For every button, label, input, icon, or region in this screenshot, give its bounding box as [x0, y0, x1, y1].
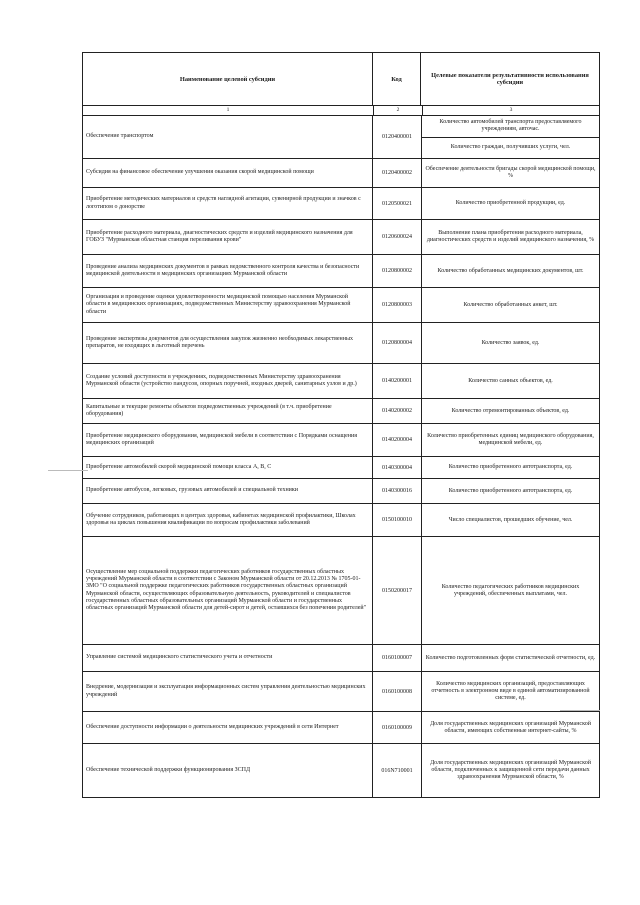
indicators-cell	[422, 645, 599, 671]
table-row	[83, 255, 599, 288]
indicators-cell	[422, 479, 599, 503]
table-row	[83, 364, 599, 399]
subsidy-name: Обеспечение транспортом	[83, 116, 373, 158]
table-row	[83, 288, 599, 323]
indicators-cell	[422, 744, 599, 797]
subsidy-name: Приобретение автобусов, легковых, грузовых автомобилей и специальной техники	[83, 479, 373, 503]
indicators-cell	[422, 220, 599, 254]
header-code: Код	[373, 53, 421, 105]
indicators-cell	[422, 712, 599, 743]
indicator-text: Количество санных объектов, ед.	[468, 377, 553, 384]
indicator-text: Количество отремонтированных объектов, ед.	[451, 407, 570, 414]
subsidy-name: Управление системой медицинского статистического учета и отчетности	[83, 645, 373, 671]
table-row	[83, 188, 599, 220]
table-row	[83, 399, 599, 424]
subsidy-table	[82, 52, 600, 798]
table-row	[83, 220, 599, 255]
table-row	[83, 479, 599, 504]
indicator-text: Доля государственных медицинских организаций Мурманской области, имеющих собственные интернет-сайты, %	[430, 720, 591, 734]
subsidy-code: 0140300016	[373, 479, 422, 503]
indicators-cell	[422, 537, 599, 644]
indicator-text: Количество приобретенного автотранспорта, ед.	[448, 487, 573, 494]
subsidy-code: 0120800004	[373, 323, 422, 363]
indicators-cell	[422, 288, 599, 322]
indicator-text: Количество граждан, получивших услуги, чел.	[422, 137, 599, 159]
table-row	[83, 672, 599, 712]
indicator-text: Количество приобретенных единиц медицинского оборудования, медицинской мебели, ед.	[427, 433, 594, 446]
subsidy-name: Осуществление мер социальной поддержки педагогических работников государственных областных учреждений Мурманской области в соответствии с Законом Мурманской области от 20.12.2013 № 1705-01-ЗМО "О социальной поддержке педагогических работников государственных областных организаций Мурманской области, осуществляющих образовательную деятельность, руководителей и специалистов государственных областных образовательных организаций Мурманской области и государственных областных организаций Мурманской области для детей-сирот и детей, оставшихся без попечения родителей"	[83, 537, 373, 644]
table-body	[83, 116, 599, 797]
indicators-cell	[422, 364, 599, 398]
margin-line	[48, 470, 88, 471]
subsidy-code: 0160100008	[373, 672, 422, 711]
subsidy-code: 0160100009	[373, 712, 422, 743]
indicators-cell	[422, 399, 599, 423]
subsidy-name: Проведение экспертизы документов для осуществления закупок жизненно необходимых лекарственных препаратов, не входящих в льготный перечень	[83, 323, 373, 363]
table-header	[83, 53, 599, 106]
indicator-text: Доля государственных медицинских организаций Мурманской области, подключенных к защищенной сети передачи данных здравоохранения Мурманской области, %	[430, 760, 591, 780]
subsidy-name: Проведение анализа медицинских документов в рамках ведомственного контроля качества и безопасности медицинской деятельности в медицинских организациях Мурманской области	[83, 255, 373, 287]
margin-line	[560, 710, 600, 711]
subsidy-code: 0120600024	[373, 220, 422, 254]
subsidy-code: 0120400001	[373, 116, 422, 158]
indicator-text: Число специалистов, прошедших обучение, чел.	[448, 516, 573, 523]
column-number: 2	[374, 106, 423, 115]
indicators-cell	[422, 504, 599, 536]
subsidy-name: Субсидия на финансовое обеспечение улучшения оказания скорой медицинской помощи	[83, 159, 373, 187]
subsidy-code: 0160100007	[373, 645, 422, 671]
subsidy-code: 0120800003	[373, 288, 422, 322]
column-number: 1	[83, 106, 374, 115]
indicators-cell	[422, 457, 599, 478]
indicator-text: Количество педагогических работников медицинских учреждений, обеспеченных выплатами, чел.	[441, 583, 580, 597]
indicator-text: Количество обработанных медицинских документов, шт.	[437, 267, 584, 274]
table-row	[83, 712, 599, 744]
subsidy-name: Приобретение расходного материала, диагностических средств и изделий медицинского назначения для ГОБУЗ "Мурманская областная станция переливания крови"	[83, 220, 373, 254]
indicator-text: Количество подготовленных форм статистической отчетности, ед.	[425, 654, 596, 661]
subsidy-code: 0150200017	[373, 537, 422, 644]
subsidy-name: Обучение сотрудников, работающих в центрах здоровья, кабинетах медицинской профилактики, Школах здоровья на циклах повышения квалификации по вопросам профилактики заболеваний	[83, 504, 373, 536]
column-numbers	[83, 106, 599, 116]
table-row	[83, 537, 599, 645]
subsidy-name: Внедрение, модернизация и эксплуатация информационных систем управления деятельностью медицинских учреждений	[83, 672, 373, 711]
table-row	[83, 504, 599, 537]
subsidy-name: Организация и проведение оценки удовлетворенности медицинской помощью населения Мурманской области в медицинских организациях, подведомственных Министерству здравоохранения Мурманской области	[83, 288, 373, 322]
subsidy-name: Приобретение методических материалов и средств наглядной агитации, сувенирной продукции и значков с логотипом о донорстве	[83, 188, 373, 219]
table-row	[83, 159, 599, 188]
indicator-text: Количество приобретенной продукции, ед.	[455, 200, 566, 206]
subsidy-code: 0140200001	[373, 364, 422, 398]
subsidy-name: Обеспечение технической поддержки функционирования ЗСПД	[83, 744, 373, 797]
subsidy-code: 0140200002	[373, 399, 422, 423]
indicator-text: Количество заявок, ед.	[481, 339, 540, 346]
subsidy-code: 0140300004	[373, 457, 422, 478]
header-indicators: Целевые показатели результативности использования субсидии	[431, 72, 589, 86]
table-row	[83, 744, 599, 797]
indicators-cell	[422, 116, 599, 158]
subsidy-name: Приобретение автомобилей скорой медицинской помощи класса А, В, С	[83, 457, 373, 478]
subsidy-name: Создание условий доступности в учреждениях, подведомственных Министерству здравоохранения Мурманской области (устройство пандусов, опорных поручней, входных дверей, санитарных узлов и др.)	[83, 364, 373, 398]
table-row	[83, 457, 599, 479]
table-row	[83, 424, 599, 457]
subsidy-code: 0120800002	[373, 255, 422, 287]
indicator-text: Количество автомобилей транспорта предоставляемого учреждениям, авточас.	[439, 119, 582, 133]
subsidy-name: Обеспечение доступности информации о деятельности медицинских учреждений в сети Интернет	[83, 712, 373, 743]
table-row	[83, 116, 599, 159]
indicator-text: Количество приобретенного автотранспорта, ед.	[448, 464, 573, 470]
subsidy-code: 0150100010	[373, 504, 422, 536]
column-number: 3	[509, 107, 513, 113]
header-subsidy-name: Наименование целевой субсидии	[83, 53, 373, 105]
indicators-cell	[422, 255, 599, 287]
table-row	[83, 323, 599, 364]
subsidy-code: 0140200004	[373, 424, 422, 456]
indicator-text: Количество обработанных анкет, шт.	[463, 301, 558, 308]
subsidy-name: Капитальные и текущие ремонты объектов подведомственных учреждений (в т.ч. приобретение оборудования)	[83, 399, 373, 423]
subsidy-code: 0120500021	[373, 188, 422, 219]
indicator-text: Выполнение плана приобретения расходного материала, диагностических средств и изделий медицинского назначения, %	[426, 230, 595, 243]
indicators-cell	[422, 323, 599, 363]
indicators-cell	[422, 672, 599, 711]
indicators-cell	[422, 188, 599, 219]
indicator-text: Количество медицинских организаций, предоставляющих отчетность в электронном виде в единой автоматизированной системе, ед.	[431, 681, 590, 701]
subsidy-code: 0120400002	[373, 159, 422, 187]
indicators-cell	[422, 424, 599, 456]
table-row	[83, 645, 599, 672]
subsidy-code: 016N710001	[373, 744, 422, 797]
indicator-text: Обеспечение деятельности бригады скорой медицинской помощи, %	[425, 166, 596, 179]
indicators-cell	[422, 159, 599, 187]
subsidy-name: Приобретение медицинского оборудования, медицинской мебели в соответствии с Порядками оснащения медицинских организаций	[83, 424, 373, 456]
